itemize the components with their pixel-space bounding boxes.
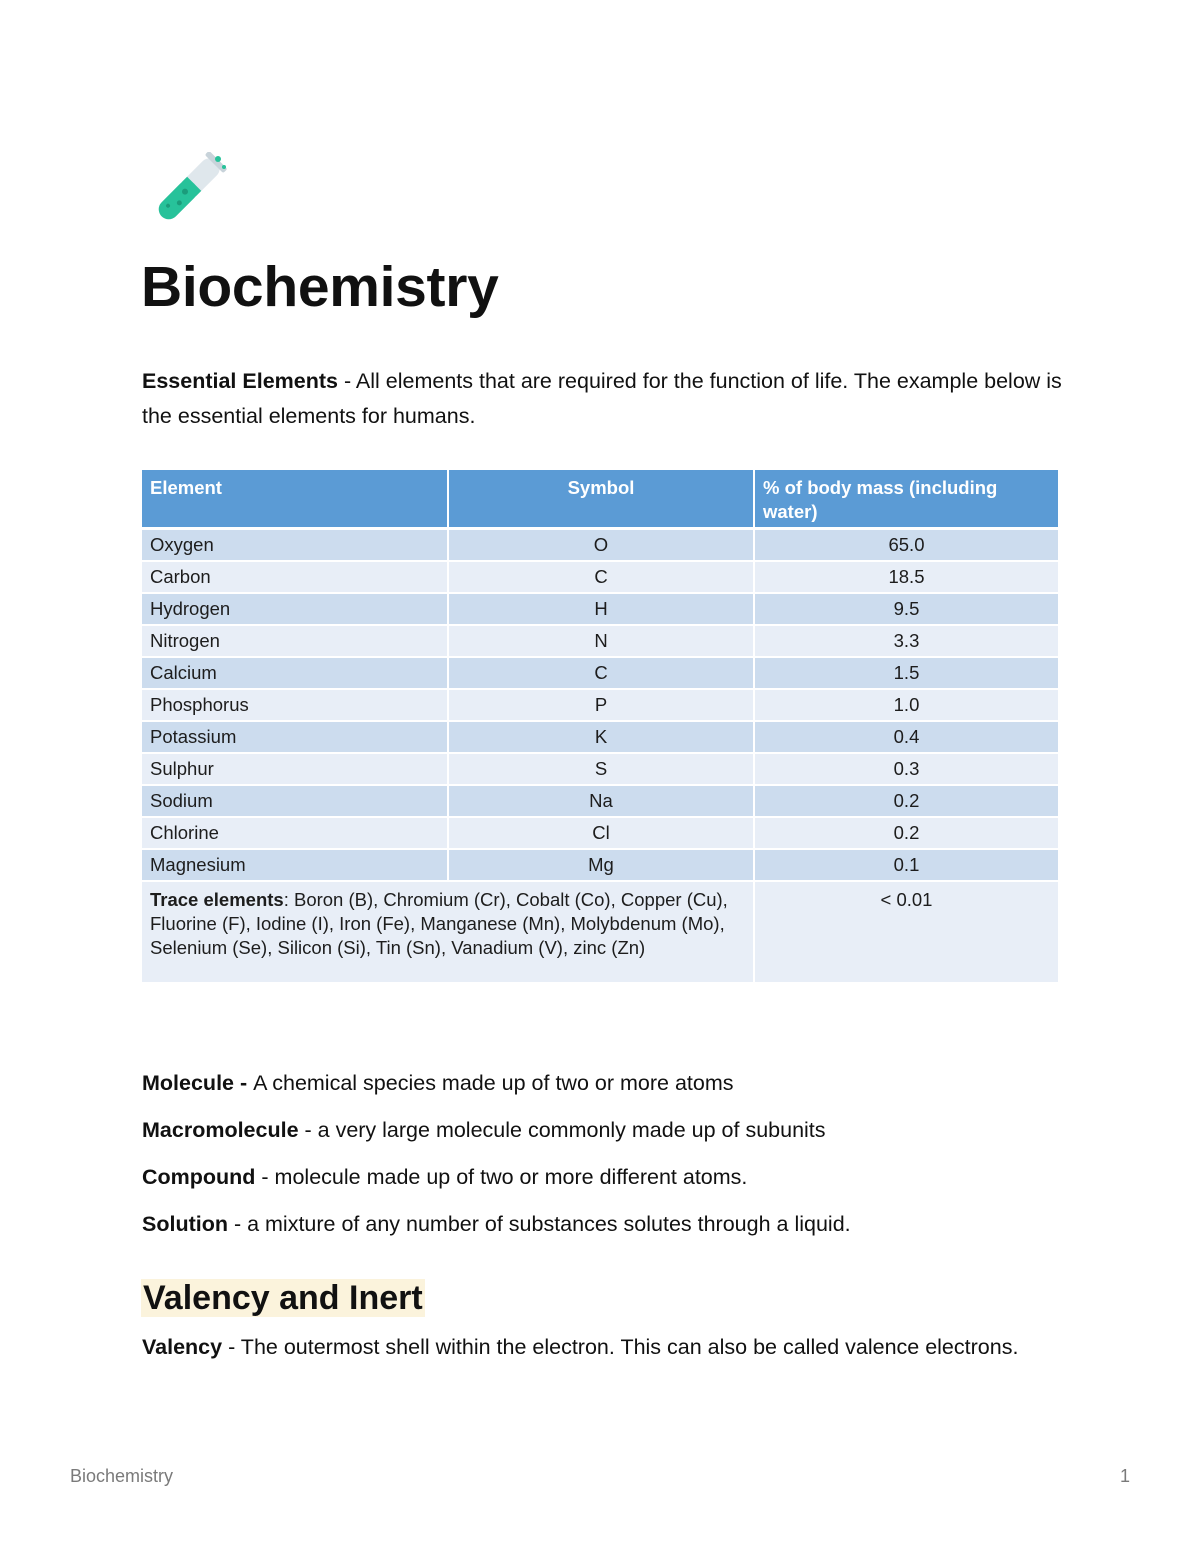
table-row [142, 625, 1059, 657]
symbol-cell: C [448, 657, 754, 689]
percent-cell: 1.5 [754, 657, 1059, 689]
table-row [142, 657, 1059, 689]
section-heading [141, 1276, 425, 1320]
element-cell: Nitrogen [142, 625, 448, 657]
element-cell: Oxygen [142, 529, 448, 562]
definition-term: Molecule - [142, 1071, 254, 1095]
percent-cell: 9.5 [754, 593, 1059, 625]
column-header-percent: % of body mass (including water) [754, 470, 1059, 529]
column-header-symbol: Symbol [448, 470, 754, 529]
table-row [142, 593, 1059, 625]
symbol-cell: C [448, 561, 754, 593]
trace-elements-row [142, 881, 1059, 983]
table-row [142, 849, 1059, 881]
symbol-cell: H [448, 593, 754, 625]
trace-elements-cell [142, 881, 754, 983]
percent-cell: 0.4 [754, 721, 1059, 753]
symbol-cell: K [448, 721, 754, 753]
table-row [142, 753, 1059, 785]
definition-text: - a mixture of any number of substances solutes through a liquid. [227, 1212, 851, 1236]
symbol-cell: Cl [448, 817, 754, 849]
trace-elements-label: Trace elements [150, 889, 284, 910]
test-tube-icon [142, 152, 228, 234]
definitions-list [142, 1066, 1102, 1254]
element-cell: Phosphorus [142, 689, 448, 721]
section-heading-text: Valency and Inert [143, 1279, 423, 1317]
element-cell: Potassium [142, 721, 448, 753]
valency-text: - The outermost shell within the electron. This can also be called valence electrons. [222, 1335, 1019, 1359]
valency-paragraph [142, 1330, 1042, 1365]
element-cell: Chlorine [142, 817, 448, 849]
percent-cell: 0.3 [754, 753, 1059, 785]
definition-term: Solution [142, 1212, 228, 1236]
definition-molecule [142, 1066, 1102, 1100]
intro-text: - All elements that are required for the function of life. The example below is the essential elements for humans. [142, 369, 1062, 428]
table-row [142, 689, 1059, 721]
intro-term: Essential Elements [142, 369, 338, 393]
table-row [142, 529, 1059, 562]
symbol-cell: Mg [448, 849, 754, 881]
table-row [142, 785, 1059, 817]
definition-text: - a very large molecule commonly made up of subunits [298, 1118, 826, 1142]
essential-elements-table [142, 470, 1060, 984]
definition-term: Compound [142, 1165, 256, 1189]
element-cell: Magnesium [142, 849, 448, 881]
table-header-row [142, 470, 1059, 529]
percent-cell: 0.1 [754, 849, 1059, 881]
valency-term: Valency [142, 1335, 223, 1359]
footer-document-title: Biochemistry [70, 1466, 174, 1486]
symbol-cell: Na [448, 785, 754, 817]
element-cell: Carbon [142, 561, 448, 593]
definition-term: Macromolecule [142, 1118, 299, 1142]
intro-paragraph [142, 364, 1072, 434]
definition-solution [142, 1207, 1102, 1241]
percent-cell: 1.0 [754, 689, 1059, 721]
table-row [142, 721, 1059, 753]
definition-macromolecule [142, 1113, 1102, 1147]
footer-page-number: 1 [1119, 1466, 1130, 1486]
symbol-cell: S [448, 753, 754, 785]
element-cell: Sodium [142, 785, 448, 817]
table-row [142, 561, 1059, 593]
percent-cell: 0.2 [754, 785, 1059, 817]
percent-cell: 0.2 [754, 817, 1059, 849]
symbol-cell: N [448, 625, 754, 657]
trace-elements-list: : Boron (B), Chromium (Cr), Cobalt (Co), Copper (Cu), Fluorine (F), Iodine (I), Iron (Fe), Manganese (Mn), Molybdenum (Mo), Selenium (Se), Silicon (Si), Tin (Sn), Vanadium (V), zinc (Zn) [150, 889, 728, 958]
percent-cell: 65.0 [754, 529, 1059, 562]
element-cell: Sulphur [142, 753, 448, 785]
symbol-cell: O [448, 529, 754, 562]
table-row [142, 817, 1059, 849]
percent-cell: 3.3 [754, 625, 1059, 657]
percent-cell: 18.5 [754, 561, 1059, 593]
definition-compound [142, 1160, 1102, 1194]
definition-text: A chemical species made up of two or more atoms [253, 1071, 734, 1095]
column-header-element: Element [142, 470, 448, 529]
trace-percent-cell: < 0.01 [754, 881, 1059, 983]
page-title: Biochemistry [141, 255, 499, 319]
element-cell: Calcium [142, 657, 448, 689]
element-cell: Hydrogen [142, 593, 448, 625]
symbol-cell: P [448, 689, 754, 721]
definition-text: - molecule made up of two or more different atoms. [255, 1165, 748, 1189]
